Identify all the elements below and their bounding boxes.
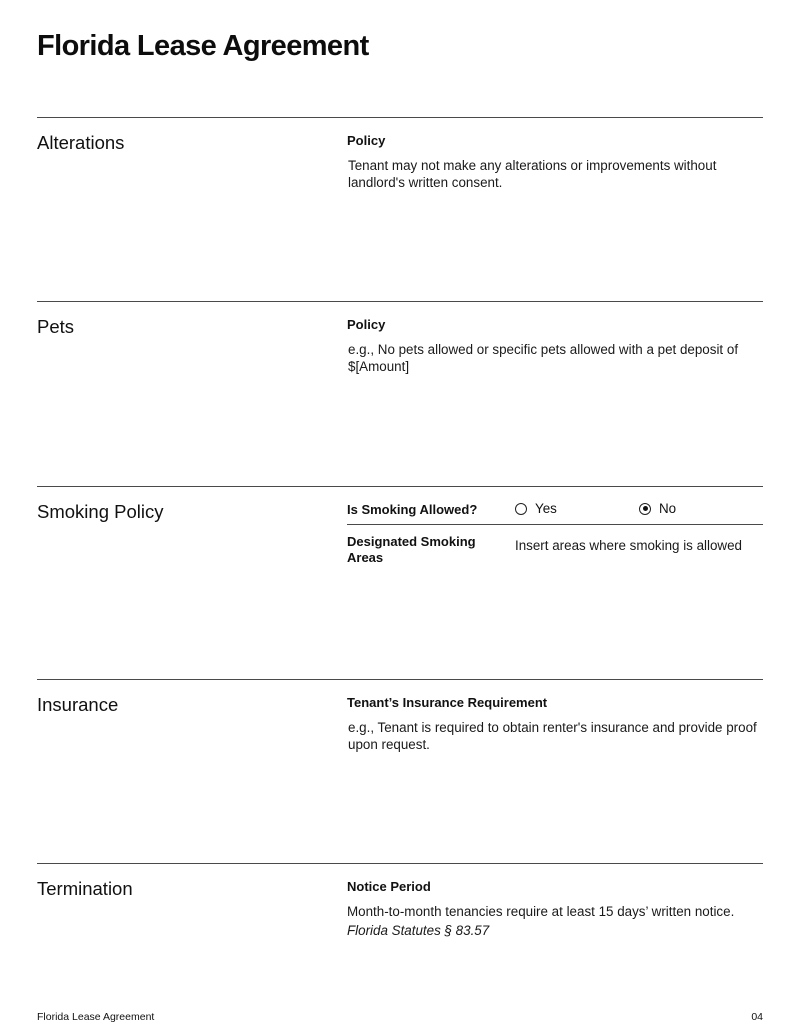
designated-areas-label: Designated Smoking Areas — [347, 534, 476, 565]
page-number: 04 — [751, 1011, 763, 1023]
radio-yes[interactable] — [515, 501, 557, 516]
radio-no[interactable] — [639, 501, 676, 516]
radio-no-label: No — [659, 501, 677, 516]
notice-period-text: Month-to-month tenancies require at least 15 days’ written notice. — [347, 904, 735, 919]
section-heading: Alterations — [37, 132, 125, 153]
designated-areas-input[interactable]: Insert areas where smoking is allowed — [515, 538, 743, 553]
insurance-input[interactable]: e.g., Tenant is required to obtain renter's insurance and provide proof upon request. — [348, 720, 757, 752]
statute-reference: Florida Statutes § 83.57 — [347, 923, 490, 938]
policy-label: Policy — [347, 133, 386, 148]
section-insurance — [37, 679, 763, 864]
section-pets — [37, 301, 763, 486]
section-heading: Smoking Policy — [37, 501, 164, 522]
section-heading: Pets — [37, 316, 75, 337]
section-heading: Termination — [37, 878, 133, 899]
section-termination — [37, 863, 763, 1003]
section-smoking — [37, 486, 763, 679]
document-title: Florida Lease Agreement — [37, 30, 369, 62]
policy-text: Tenant may not make any alterations or improvements without landlord's written consent. — [348, 158, 717, 190]
notice-period-label: Notice Period — [347, 879, 431, 894]
policy-label: Policy — [347, 317, 386, 332]
pets-policy-input[interactable]: e.g., No pets allowed or specific pets allowed with a pet deposit of $[Amount] — [348, 342, 739, 374]
insurance-label: Tenant’s Insurance Requirement — [347, 695, 548, 710]
smoking-question: Is Smoking Allowed? — [347, 502, 478, 517]
footer-document-name: Florida Lease Agreement — [37, 1011, 155, 1023]
radio-checked-icon[interactable] — [639, 503, 651, 515]
section-heading: Insurance — [37, 694, 119, 715]
radio-unchecked-icon[interactable] — [515, 503, 527, 515]
smoking-allowed-row — [347, 487, 763, 525]
section-alterations — [37, 117, 763, 302]
radio-yes-label: Yes — [535, 501, 557, 516]
